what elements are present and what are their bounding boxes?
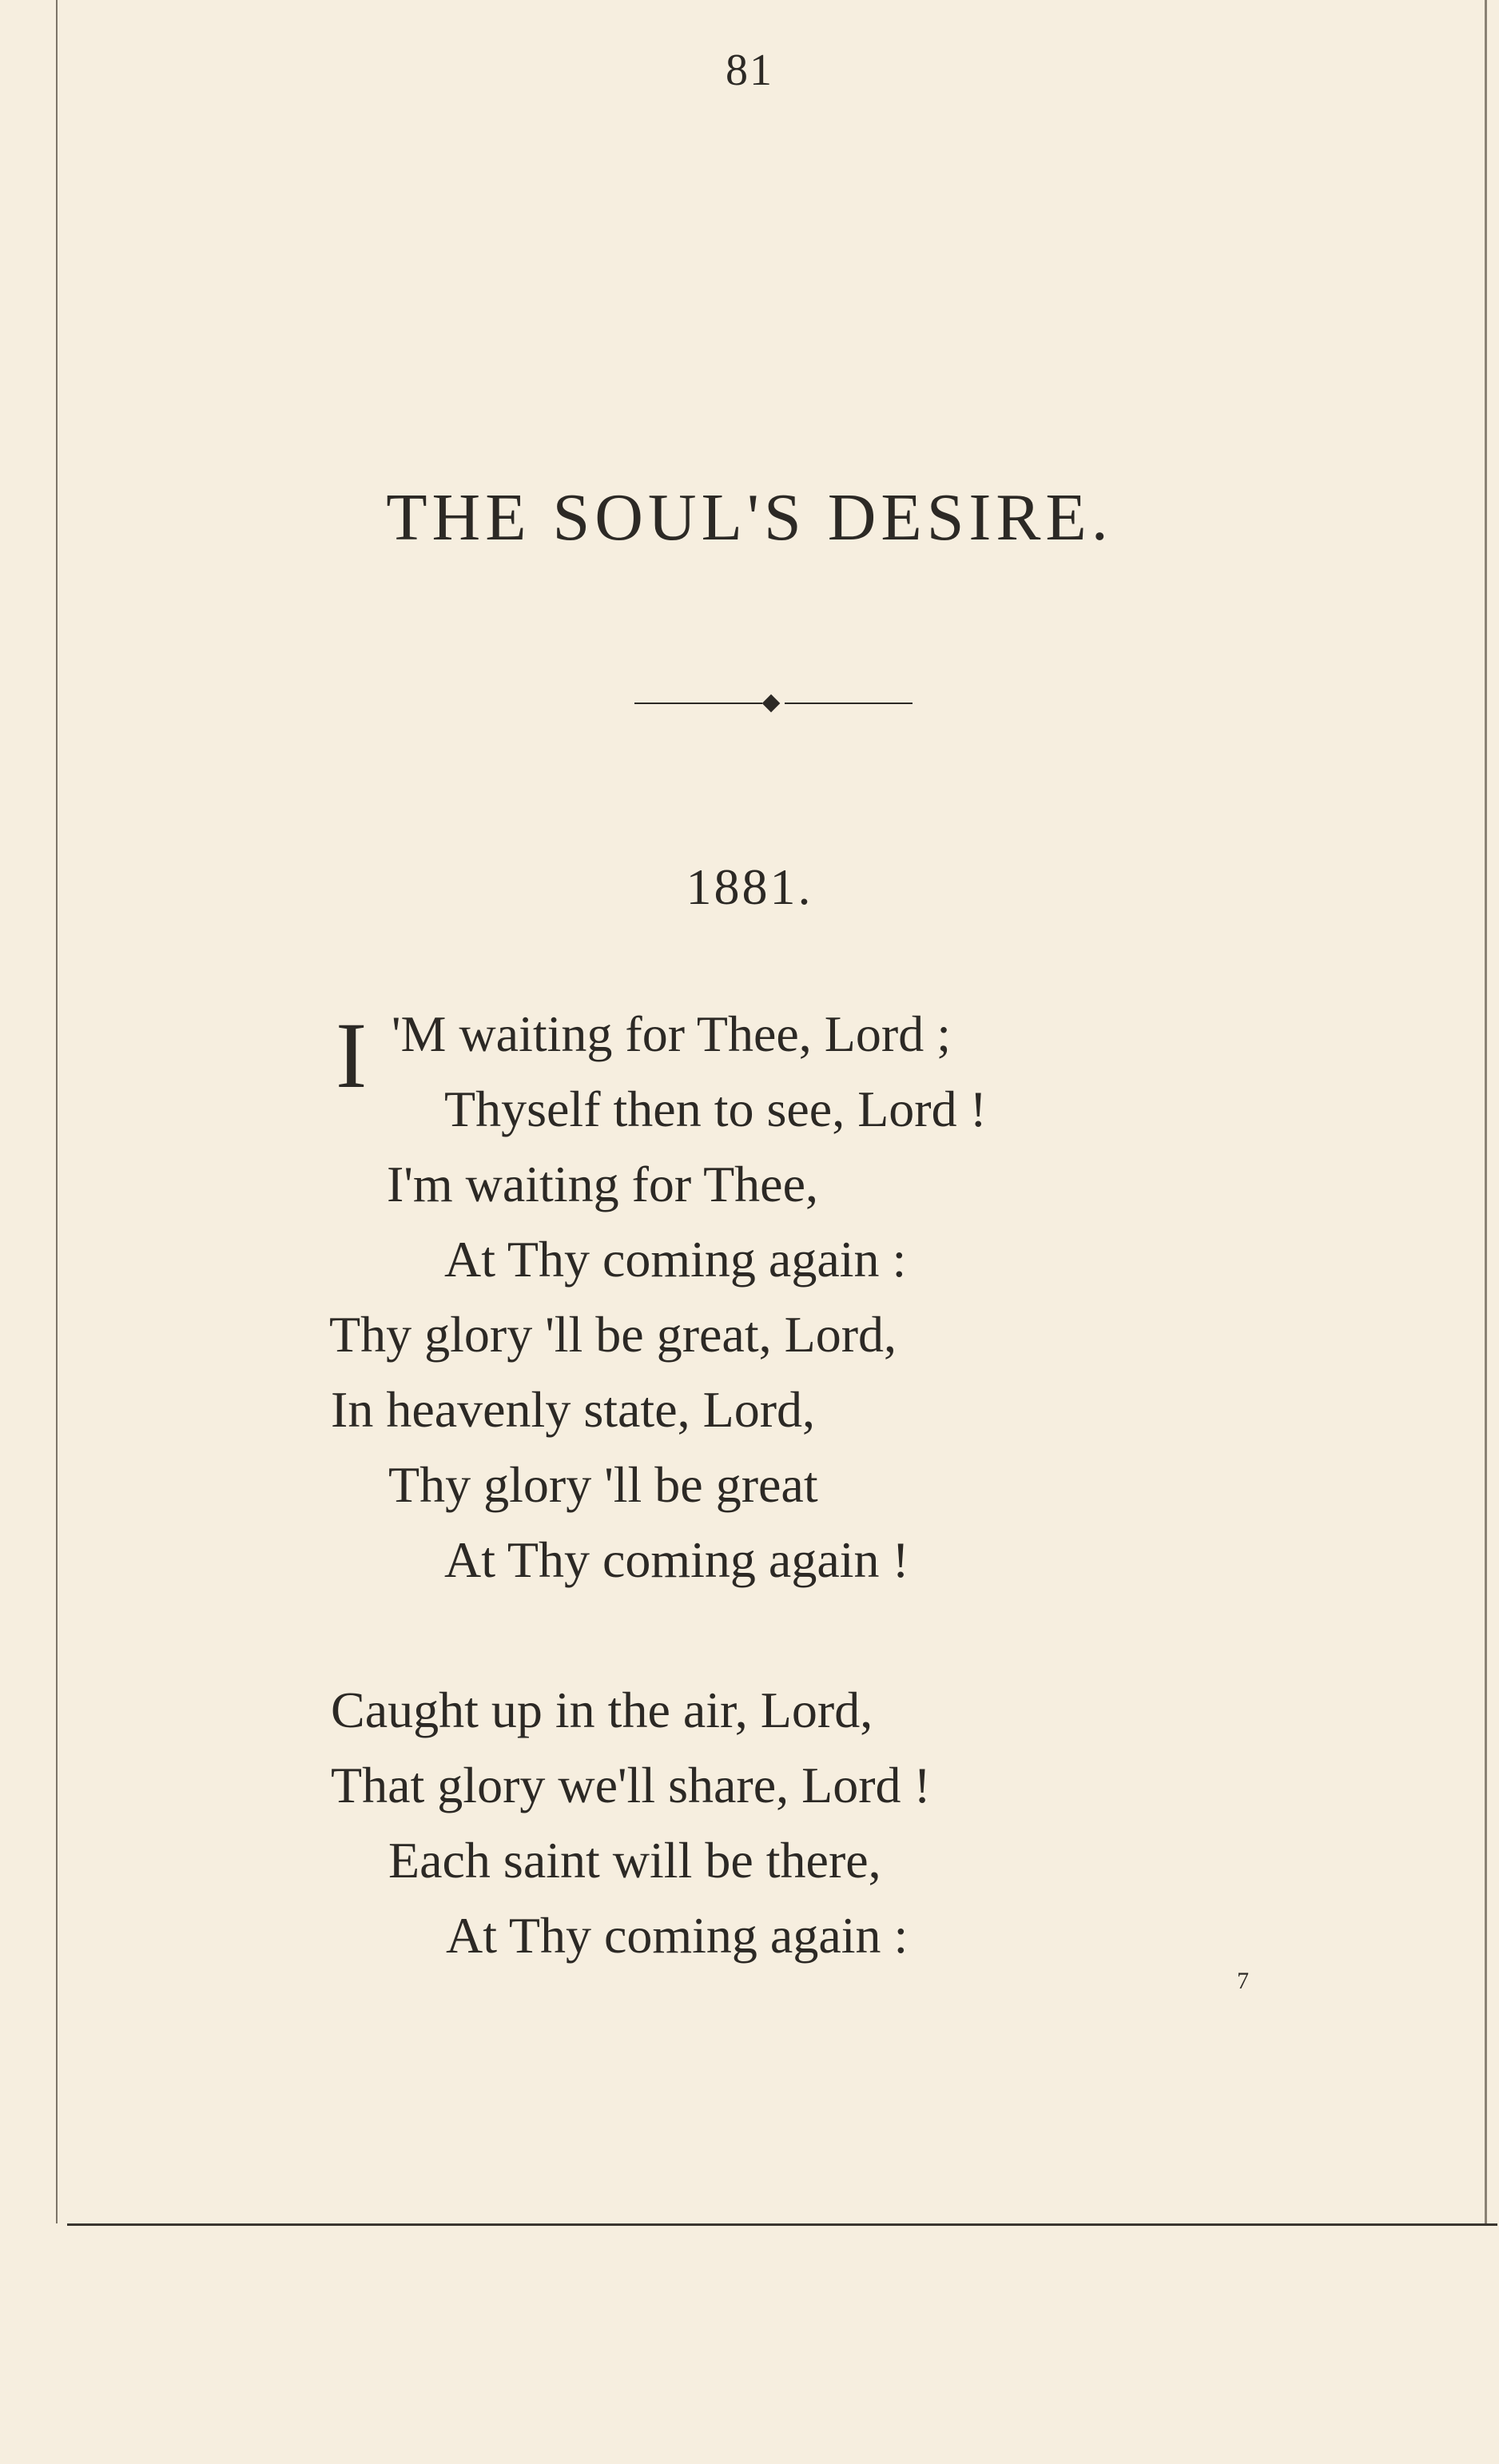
verse-line: In heavenly state, Lord, — [331, 1381, 815, 1438]
page-frame-left-rule — [56, 0, 58, 2223]
verse-line: Thy glory 'll be great, Lord, — [329, 1306, 897, 1363]
page-frame-bottom-rule — [67, 2223, 1497, 2226]
verse-line: Thy glory 'll be great — [388, 1456, 818, 1513]
signature-mark: 7 — [1237, 1968, 1249, 1994]
drop-cap: I — [336, 1003, 368, 1108]
page-number: 81 — [726, 46, 773, 95]
verse-line: Caught up in the air, Lord, — [331, 1682, 873, 1738]
poem-title: THE SOUL'S DESIRE. — [386, 480, 1113, 555]
verse-line: I'm waiting for Thee, — [387, 1156, 818, 1212]
ornament-line-left — [634, 703, 762, 704]
ornament-divider — [634, 694, 913, 713]
page-frame-right-rule — [1485, 0, 1487, 2223]
verse-line: Thyself then to see, Lord ! — [444, 1081, 987, 1137]
verse-line: That glory we'll share, Lord ! — [331, 1757, 931, 1813]
poem-year: 1881. — [686, 858, 813, 915]
verse-line: At Thy coming again ! — [444, 1531, 909, 1588]
verse-line: 'M waiting for Thee, Lord ; — [392, 1005, 951, 1062]
verse-line: At Thy coming again : — [444, 1231, 907, 1288]
verse-line: At Thy coming again : — [446, 1907, 909, 1964]
diamond-ornament-icon — [762, 695, 781, 713]
verse-line: Each saint will be there, — [388, 1832, 881, 1889]
ornament-line-right — [785, 703, 913, 704]
